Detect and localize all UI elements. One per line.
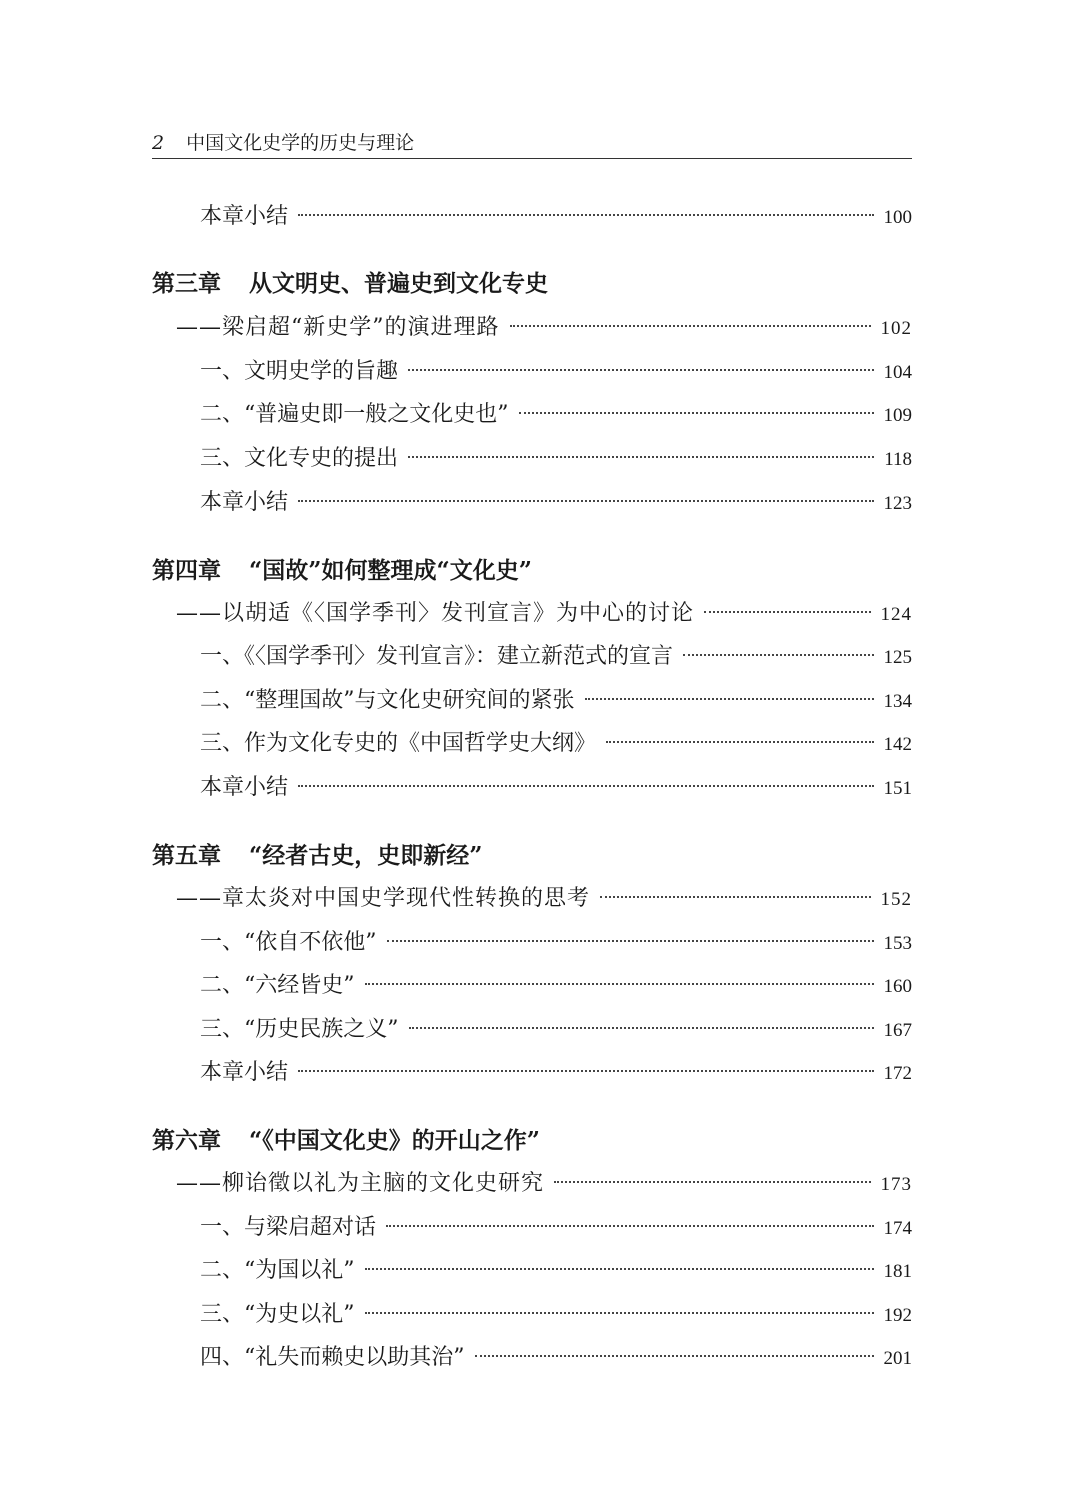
dot-leader [365, 1312, 874, 1314]
toc-entry[interactable] [200, 199, 912, 235]
dot-leader [475, 1355, 874, 1357]
book-title: 中国文化史学的历史与理论 [186, 132, 415, 154]
subtitle-label: ——章太炎对中国史学现代性转换的思考 [176, 886, 591, 911]
toc-entry[interactable] [200, 1055, 912, 1091]
entry-page: 174 [883, 1218, 912, 1239]
toc-entry[interactable] [200, 441, 912, 477]
entry-label: 二、“整理国故”与文化史研究间的紧张 [200, 688, 575, 713]
entry-page: 201 [883, 1348, 912, 1369]
entry-page: 100 [883, 207, 912, 228]
toc-subtitle[interactable] [176, 1166, 912, 1202]
chapter-title: “《中国文化史》的开山之作” [249, 1127, 540, 1154]
toc-entry[interactable] [200, 397, 912, 433]
entry-label: 一、与梁启超对话 [200, 1215, 377, 1240]
subtitle-label: ——梁启超“新史学”的演进理路 [176, 315, 500, 340]
chapter-title: 从文明史、普遍史到文化专史 [249, 270, 548, 297]
chapter-heading[interactable] [152, 553, 912, 589]
toc-entry[interactable] [200, 1012, 912, 1048]
chapter-heading[interactable] [152, 266, 912, 302]
dot-leader [409, 1027, 874, 1029]
entry-label: 二、“普遍史即一般之文化史也” [200, 402, 509, 427]
entry-page: 167 [883, 1020, 912, 1041]
entry-label: 一、文明史学的旨趣 [200, 359, 399, 384]
entry-page: 151 [883, 778, 912, 799]
subtitle-label: ——柳诒徵以礼为主脑的文化史研究 [176, 1171, 545, 1196]
entry-page: 192 [883, 1305, 912, 1326]
toc-entry[interactable] [200, 770, 912, 806]
entry-label: 本章小结 [200, 490, 289, 515]
toc-subtitle[interactable] [176, 310, 912, 346]
toc-entry[interactable] [200, 1297, 912, 1333]
dot-leader [510, 325, 871, 327]
entry-page: 152 [880, 889, 912, 910]
dot-leader [554, 1181, 870, 1183]
header-rule [152, 158, 912, 159]
toc-entry[interactable] [200, 354, 912, 390]
chapter-title: “经者古史，史即新经” [249, 842, 483, 869]
chapter-number: 第五章 [152, 842, 221, 869]
dot-leader [600, 896, 870, 898]
entry-page: 123 [883, 493, 912, 514]
toc-subtitle[interactable] [176, 596, 912, 632]
toc-entry[interactable] [200, 1340, 912, 1376]
chapter-number: 第三章 [152, 270, 221, 297]
chapter-heading[interactable] [152, 1123, 912, 1159]
entry-page: 109 [883, 405, 912, 426]
entry-label: 二、“为国以礼” [200, 1258, 355, 1283]
subtitle-label: ——以胡适《〈国学季刊〉发刊宣言》为中心的讨论 [176, 601, 695, 626]
dot-leader [519, 412, 874, 414]
toc-entry[interactable] [200, 639, 912, 675]
entry-label: 三、“历史民族之义” [200, 1017, 399, 1042]
entry-label: 三、文化专史的提出 [200, 446, 399, 471]
toc-entry[interactable] [200, 683, 912, 719]
dot-leader [298, 785, 873, 787]
entry-label: 本章小结 [200, 1060, 289, 1085]
entry-page: 142 [883, 734, 912, 755]
dot-leader [606, 741, 873, 743]
entry-page: 181 [883, 1261, 912, 1282]
entry-label: 二、“六经皆史” [200, 973, 355, 998]
entry-page: 118 [884, 449, 912, 470]
dot-leader [585, 698, 874, 700]
chapter-number: 第六章 [152, 1127, 221, 1154]
entry-page: 134 [883, 691, 912, 712]
toc-subtitle[interactable] [176, 881, 912, 917]
toc-entry[interactable] [200, 485, 912, 521]
toc-entry[interactable] [200, 1210, 912, 1246]
entry-page: 125 [883, 647, 912, 668]
entry-page: 102 [880, 318, 912, 339]
entry-page: 160 [883, 976, 912, 997]
page-number: 2 [152, 132, 165, 154]
toc-entry[interactable] [200, 925, 912, 961]
entry-label: 一、“依自不依他” [200, 930, 377, 955]
entry-page: 124 [880, 604, 912, 625]
entry-label: 本章小结 [200, 204, 289, 229]
entry-page: 104 [883, 362, 912, 383]
entry-page: 172 [883, 1063, 912, 1084]
dot-leader [298, 500, 873, 502]
chapter-number: 第四章 [152, 557, 221, 584]
entry-label: 本章小结 [200, 775, 289, 800]
dot-leader [683, 654, 873, 656]
dot-leader [365, 1268, 874, 1270]
entry-page: 173 [880, 1174, 912, 1195]
running-header [152, 128, 912, 158]
dot-leader [408, 456, 874, 458]
toc-entry[interactable] [200, 1253, 912, 1289]
entry-label: 一、《〈国学季刊〉发刊宣言》：建立新范式的宣言 [200, 644, 674, 669]
entry-label: 三、作为文化专史的《中国哲学史大纲》 [200, 731, 597, 756]
entry-page: 153 [883, 933, 912, 954]
dot-leader [387, 940, 874, 942]
chapter-heading[interactable] [152, 838, 912, 874]
dot-leader [298, 1070, 873, 1072]
entry-label: 四、“礼失而赖史以助其治” [200, 1345, 465, 1370]
toc-entry[interactable] [200, 968, 912, 1004]
entry-label: 三、“为史以礼” [200, 1302, 355, 1327]
dot-leader [298, 214, 873, 216]
toc-entry[interactable] [200, 726, 912, 762]
dot-leader [386, 1225, 873, 1227]
chapter-title: “国故”如何整理成“文化史” [249, 557, 532, 584]
dot-leader [704, 611, 870, 613]
dot-leader [408, 369, 873, 371]
dot-leader [365, 983, 874, 985]
